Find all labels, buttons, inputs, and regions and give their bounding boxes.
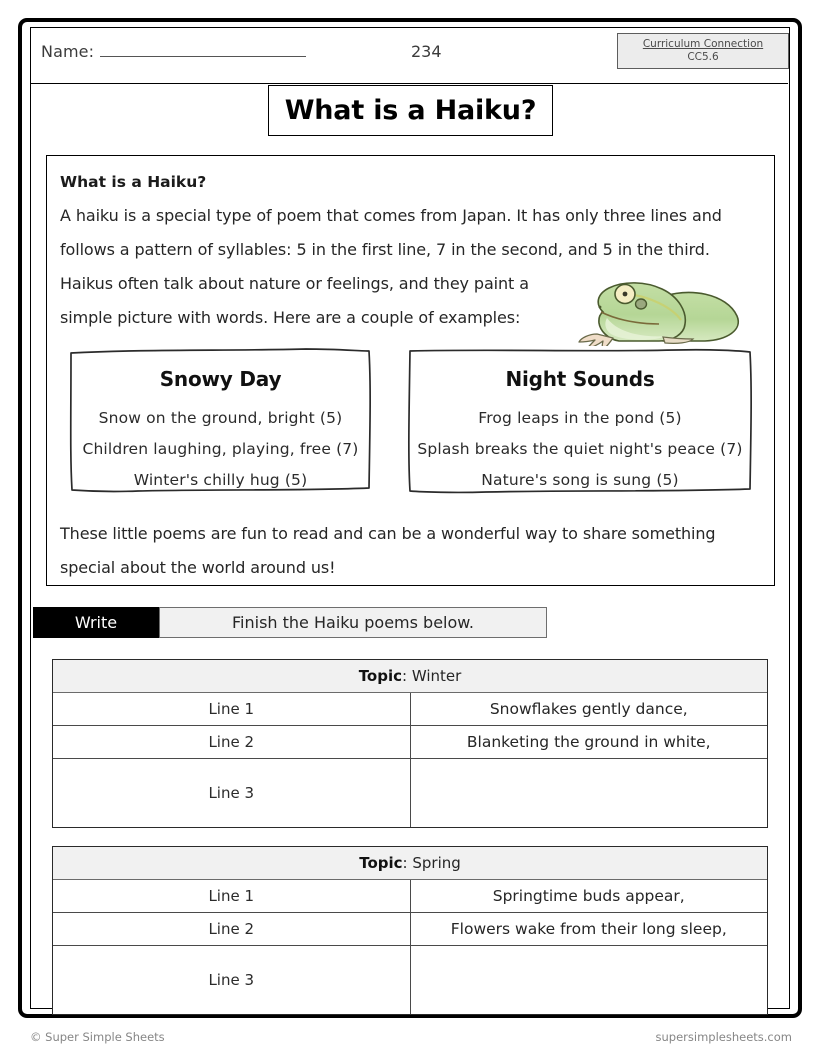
lesson-paragraph-line: simple picture with words. Here are a couple of examples: <box>60 308 521 327</box>
haiku-example-line: Winter's chilly hug (5) <box>133 471 308 489</box>
haiku-example-line: Frog leaps in the pond (5) <box>478 409 682 427</box>
line-answer-blank[interactable] <box>410 759 767 828</box>
line-value[interactable]: Flowers wake from their long sleep, <box>410 913 767 946</box>
table-row <box>53 726 767 759</box>
line-label: Line 3 <box>53 946 410 1015</box>
name-field[interactable] <box>41 42 306 61</box>
frog-illustration <box>567 268 757 353</box>
header-divider <box>31 83 788 84</box>
topic-value: Winter <box>411 667 462 685</box>
haiku-example-line: Children laughing, playing, free (7) <box>82 440 359 458</box>
line-label: Line 2 <box>53 913 410 946</box>
haiku-example-title: Snowy Day <box>159 367 282 391</box>
line-label: Line 3 <box>53 759 410 828</box>
line-value[interactable]: Blanketing the ground in white, <box>410 726 767 759</box>
worksheet-header <box>31 28 788 83</box>
table-row <box>53 693 767 726</box>
lesson-paragraph-line: follows a pattern of syllables: 5 in the first line, 7 in the second, and 5 in the third. <box>60 240 710 259</box>
topic-label: Topic <box>358 667 403 685</box>
line-value[interactable]: Snowflakes gently dance, <box>410 693 767 726</box>
page-title: What is a Haiku? <box>284 95 537 126</box>
table-topic-row <box>53 660 767 693</box>
write-section-instruction: Finish the Haiku poems below. <box>159 607 547 638</box>
topic-value: Spring <box>412 854 461 872</box>
table-row <box>53 759 767 828</box>
footer-copyright: © Super Simple Sheets <box>30 1030 165 1044</box>
lesson-paragraph-line: A haiku is a special type of poem that comes from Japan. It has only three lines and <box>60 206 722 225</box>
haiku-example-card <box>68 346 373 494</box>
table-topic-row <box>53 847 767 880</box>
lesson-paragraph-line: Haikus often talk about nature or feelings, and they paint a <box>60 274 529 293</box>
curriculum-connection-badge <box>617 33 789 69</box>
name-blank-line[interactable] <box>100 43 306 57</box>
worksheet-title-box <box>268 85 553 136</box>
haiku-example-line: Splash breaks the quiet night's peace (7) <box>417 440 743 458</box>
line-answer-blank[interactable] <box>410 946 767 1015</box>
lesson-closing-line: special about the world around us! <box>60 558 336 577</box>
haiku-example-line: Snow on the ground, bright (5) <box>98 409 343 427</box>
haiku-answer-table <box>52 659 768 828</box>
curriculum-connection-code: CC5.6 <box>687 51 719 63</box>
haiku-example-title: Night Sounds <box>505 367 655 391</box>
name-label: Name: <box>41 42 95 61</box>
curriculum-connection-title: Curriculum Connection <box>642 38 764 50</box>
line-label: Line 2 <box>53 726 410 759</box>
table-topic-cell: Topic: Winter <box>53 660 767 693</box>
haiku-example-line: Nature's song is sung (5) <box>481 471 679 489</box>
lesson-info-box <box>46 155 775 586</box>
write-section-label: Write <box>33 607 159 638</box>
lesson-heading: What is a Haiku? <box>60 173 207 191</box>
page-number: 234 <box>411 42 442 61</box>
haiku-example-card <box>406 346 754 494</box>
lesson-closing-line: These little poems are fun to read and can be a wonderful way to share something <box>60 524 716 543</box>
line-label: Line 1 <box>53 693 410 726</box>
table-row <box>53 913 767 946</box>
table-row <box>53 880 767 913</box>
line-label: Line 1 <box>53 880 410 913</box>
page-footer <box>18 1030 802 1050</box>
line-value[interactable]: Springtime buds appear, <box>410 880 767 913</box>
haiku-answer-table <box>52 846 768 1015</box>
footer-website[interactable]: supersimplesheets.com <box>655 1030 792 1044</box>
table-topic-cell: Topic: Spring <box>53 847 767 880</box>
table-row <box>53 946 767 1015</box>
topic-label: Topic <box>359 854 403 872</box>
